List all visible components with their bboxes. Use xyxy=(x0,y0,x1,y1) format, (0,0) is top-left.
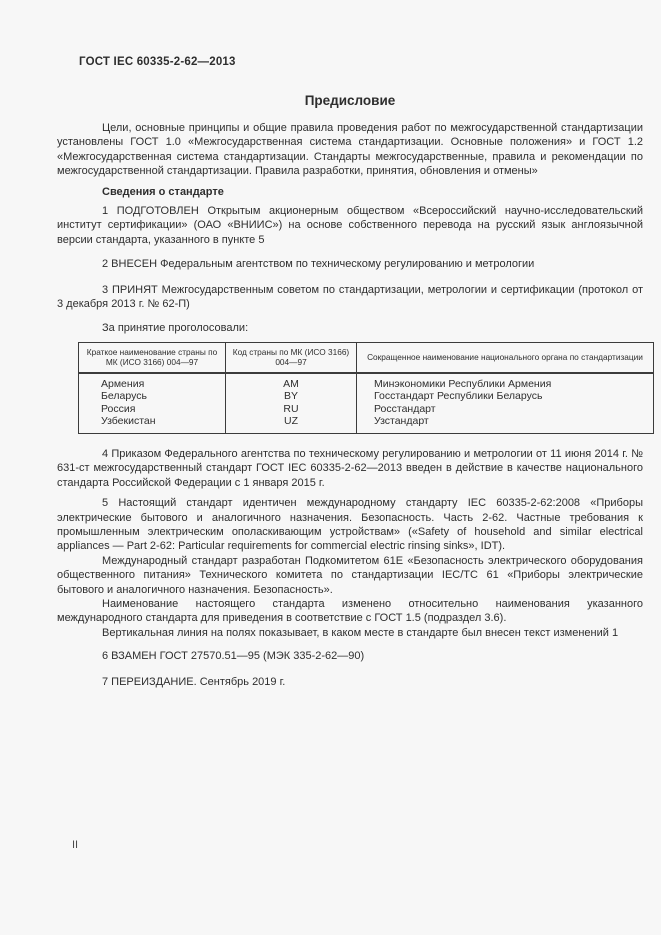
table-cell-code: UZ xyxy=(226,415,357,433)
table-cell-body: Госстандарт Республики Беларусь xyxy=(357,390,654,403)
voting-table-header xyxy=(79,342,654,373)
table-cell-country: Узбекистан xyxy=(79,415,226,433)
table-cell-body: Росстандарт xyxy=(357,403,654,416)
section-heading-standard-info: Сведения о стандарте xyxy=(102,185,224,198)
foreword-item-2-submitted: 2 ВНЕСЕН Федеральным агентством по техническому регулированию и метрологии xyxy=(102,258,535,271)
page-title: Предисловие xyxy=(304,93,396,108)
table-cell-body: Узстандарт xyxy=(357,415,654,433)
foreword-item-7-reissue: 7 ПЕРЕИЗДАНИЕ. Сентябрь 2019 г. xyxy=(102,675,286,688)
page-content xyxy=(57,56,643,689)
table-header-national-body: Сокращенное наименование национального органа по стандартизации xyxy=(357,342,654,373)
table-row xyxy=(79,415,654,433)
table-cell-country: Россия xyxy=(79,403,226,416)
document-code: ГОСТ IEC 60335-2-62—2013 xyxy=(79,56,236,68)
voting-countries-table xyxy=(78,342,654,434)
table-cell-code: RU xyxy=(226,403,357,416)
table-row xyxy=(79,403,654,416)
table-header-country-name: Краткое наименование страны по МК (ИСО 3166) 004—97 xyxy=(79,342,226,373)
table-cell-country: Беларусь xyxy=(79,390,226,403)
table-header-country-code: Код страны по МК (ИСО 3166) 004—97 xyxy=(226,342,357,373)
foreword-item-5-name-changed: Наименование настоящего стандарта изменено относительно наименования указанного международного стандарта для приведения в соответствие с ГОСТ 1.5 (подраздел 3.6). xyxy=(57,597,643,625)
table-cell-code: BY xyxy=(226,390,357,403)
voting-table-body xyxy=(79,373,654,434)
foreword-item-3-adopted: 3 ПРИНЯТ Межгосударственным советом по стандартизации, метрологии и сертификации (протокол от 3 декабря 2013 г. № 62-П) xyxy=(57,283,643,311)
foreword-item-5-vertical-line-note: Вертикальная линия на полях показывает, в каком месте в стандарте был внесен текст изменений 1 xyxy=(102,626,619,639)
vote-intro-line: За принятие проголосовали: xyxy=(102,322,249,335)
foreword-item-6-replaces: 6 ВЗАМЕН ГОСТ 27570.51—95 (МЭК 335-2-62—90) xyxy=(102,650,365,663)
table-row xyxy=(79,373,654,391)
foreword-item-5-developed-by: Международный стандарт разработан Подкомитетом 61Е «Безопасность электрического оборудования общественного питания» Технического комитета по стандартизации IEC/ТС 61 «Приборы электрические бытового и аналогичного назначения. Безопасность». xyxy=(57,554,643,596)
table-cell-body: Минэкономики Республики Армения xyxy=(357,373,654,391)
foreword-item-5-identical-standard: 5 Настоящий стандарт идентичен международному стандарту IEC 60335-2-62:2008 «Приборы электрические бытового и аналогичного назначения. Безопасность. Часть 2-62. Частные требования к промышленным электрическим ополаскивающим устройствам» («Safety of household and similar electrical appliances — Part 2-62: Particular requirements for commercial electric rinsing sinks», IDT). xyxy=(57,497,643,553)
foreword-item-1-prepared: 1 ПОДГОТОВЛЕН Открытым акционерным обществом «Всероссийский научно-исследовательский институт сертификации» (ОАО «ВНИИС») на основе собственного перевода на русский язык англоязычной версии стандарта, указанного в пункте 5 xyxy=(57,205,643,246)
foreword-item-4-enacted: 4 Приказом Федерального агентства по техническому регулированию и метрологии от 11 июня 2014 г. № 631-ст межгосударственный стандарт ГОСТ IEC 60335-2-62—2013 введен в действие в качестве национального стандарта Российской Федерации с 1 января 2015 г. xyxy=(57,447,643,489)
foreword-intro-paragraph: Цели, основные принципы и общие правила проведения работ по межгосударственной стандартизации установлены ГОСТ 1.0 «Межгосударственная система стандартизации. Основные положения» и ГОСТ 1.2 «Межгосударственная система стандартизации. Стандарты межгосударственные, правила и рекомендации по межгосударственной стандартизации. Правила разработки, принятия, обновления и отмены» xyxy=(57,122,643,178)
table-cell-code: AM xyxy=(226,373,357,391)
table-row xyxy=(79,390,654,403)
table-header-row xyxy=(79,342,654,373)
table-cell-country: Армения xyxy=(79,373,226,391)
page-number: II xyxy=(72,839,79,851)
